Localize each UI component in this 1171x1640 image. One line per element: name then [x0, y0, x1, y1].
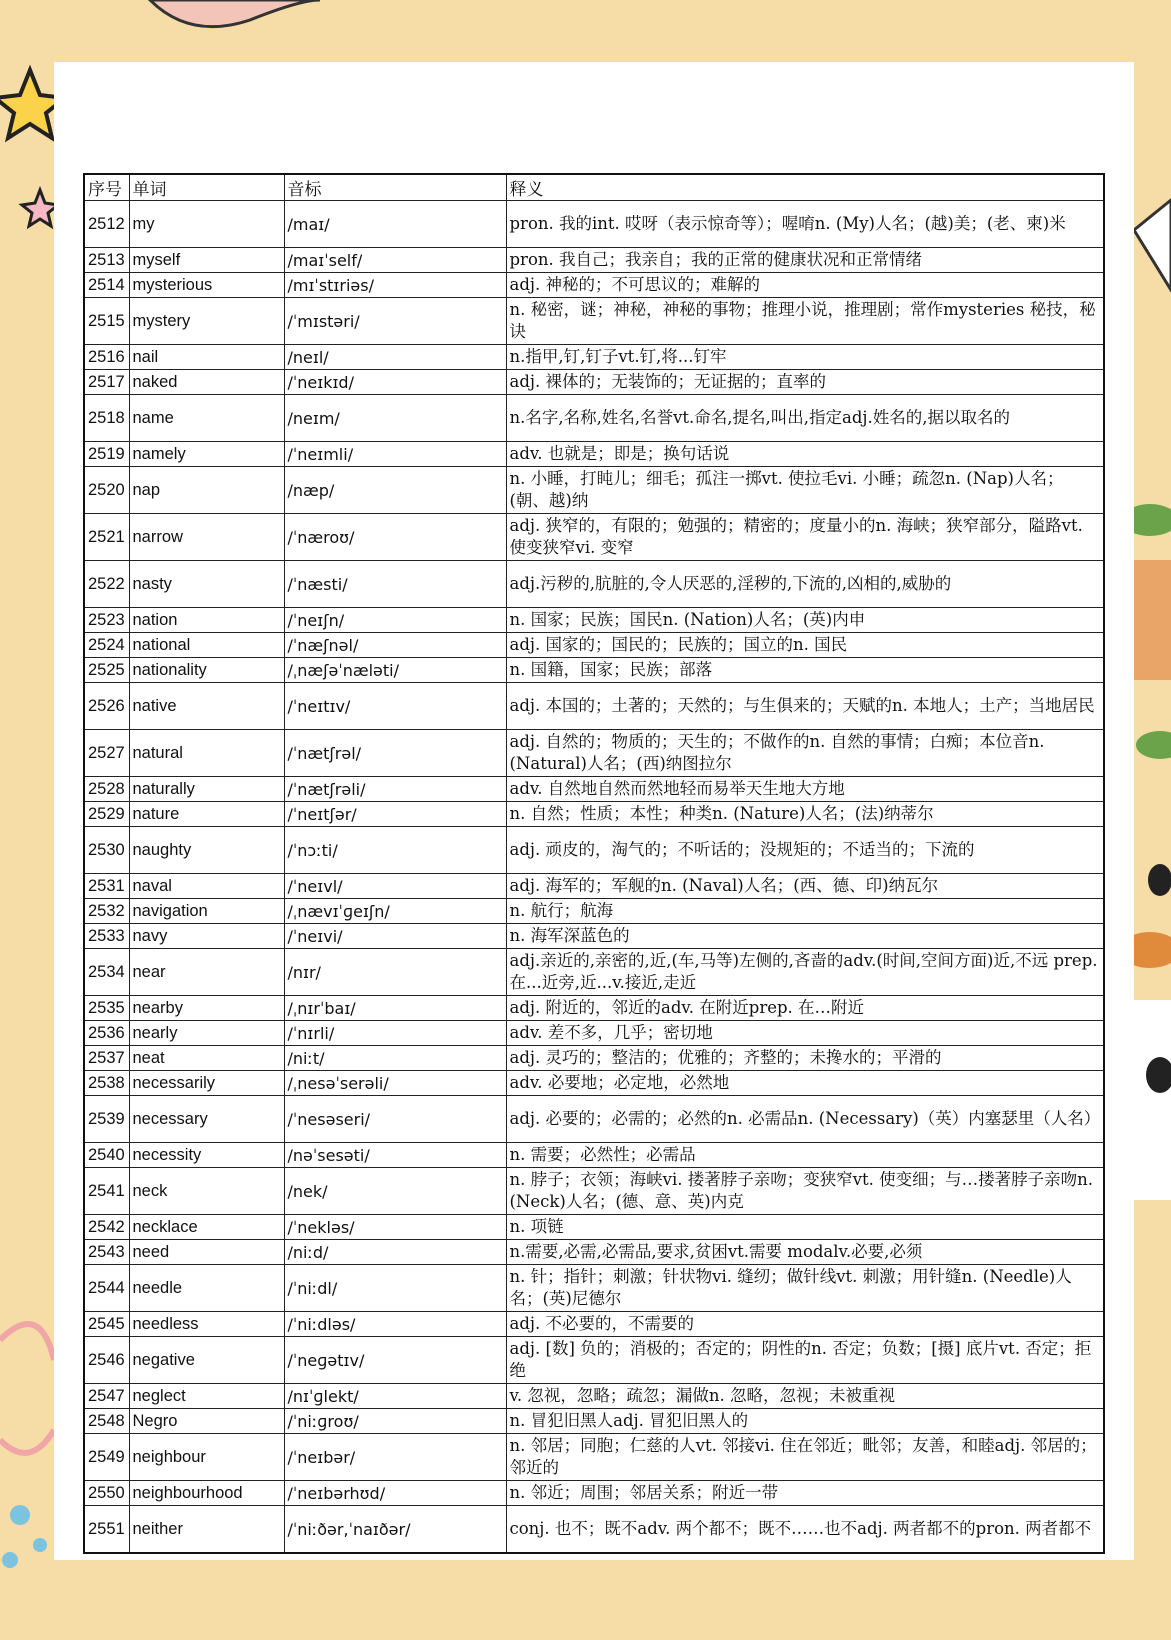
table-row — [84, 924, 1104, 949]
entry-word: nature — [129, 802, 284, 827]
entry-phonetic: /nɪr/ — [284, 949, 506, 996]
table-row — [84, 1240, 1104, 1265]
entry-number: 2516 — [84, 345, 129, 370]
entry-phonetic: /ˈnesəseri/ — [284, 1096, 506, 1143]
entry-definition: adj. 必要的；必需的；必然的n. 必需品n. (Necessary)（英）内塞瑟里（人名） — [506, 1096, 1104, 1143]
entry-word: neighbour — [129, 1434, 284, 1481]
entry-number: 2518 — [84, 395, 129, 442]
entry-definition: adj. 不必要的，不需要的 — [506, 1312, 1104, 1337]
table-row — [84, 201, 1104, 248]
entry-phonetic: /ˈneɪbərhʊd/ — [284, 1481, 506, 1506]
table-row — [84, 514, 1104, 561]
table-row — [84, 1409, 1104, 1434]
entry-word: neat — [129, 1046, 284, 1071]
table-row — [84, 561, 1104, 608]
entry-phonetic: /ˈneɪvl/ — [284, 874, 506, 899]
entry-definition: n. 针；指针；刺激；针状物vi. 缝纫；做针线vt. 刺激；用针缝n. (Needle)人名；(英)尼德尔 — [506, 1265, 1104, 1312]
table-row — [84, 1312, 1104, 1337]
entry-number: 2538 — [84, 1071, 129, 1096]
entry-phonetic: /ˈniːɡroʊ/ — [284, 1409, 506, 1434]
table-row — [84, 1506, 1104, 1554]
entry-definition: adj. 国家的；国民的；民族的；国立的n. 国民 — [506, 633, 1104, 658]
entry-number: 2531 — [84, 874, 129, 899]
table-row — [84, 370, 1104, 395]
entry-phonetic: /neɪm/ — [284, 395, 506, 442]
entry-definition: n.名字,名称,姓名,名誉vt.命名,提名,叫出,指定adj.姓名的,据以取名的 — [506, 395, 1104, 442]
entry-definition: n. 脖子；衣领；海峡vi. 搂著脖子亲吻；变狭窄vt. 使变细；与…搂著脖子亲吻n. (Neck)人名；(德、意、英)内克 — [506, 1168, 1104, 1215]
table-row — [84, 1265, 1104, 1312]
table-header-row — [84, 174, 1104, 201]
entry-word: Negro — [129, 1409, 284, 1434]
entry-phonetic: /ˈniːdl/ — [284, 1265, 506, 1312]
entry-word: name — [129, 395, 284, 442]
header-word: 单词 — [129, 174, 284, 201]
entry-number: 2544 — [84, 1265, 129, 1312]
entry-definition: n. 邻近；周围；邻居关系；附近一带 — [506, 1481, 1104, 1506]
entry-word: necklace — [129, 1215, 284, 1240]
table-body — [84, 201, 1104, 1554]
entry-number: 2524 — [84, 633, 129, 658]
entry-definition: adj. 裸体的；无装饰的；无证据的；直率的 — [506, 370, 1104, 395]
table-row — [84, 683, 1104, 730]
entry-word: near — [129, 949, 284, 996]
entry-word: nation — [129, 608, 284, 633]
entry-word: necessarily — [129, 1071, 284, 1096]
entry-definition: n. 需要；必然性；必需品 — [506, 1143, 1104, 1168]
entry-word: natural — [129, 730, 284, 777]
entry-number: 2550 — [84, 1481, 129, 1506]
entry-phonetic: /maɪˈself/ — [284, 248, 506, 273]
entry-word: mystery — [129, 298, 284, 345]
cat-face-icon — [1134, 864, 1171, 1200]
entry-definition: n.指甲,钉,钉子vt.钉,将...钉牢 — [506, 345, 1104, 370]
entry-number: 2522 — [84, 561, 129, 608]
entry-definition: n. 邻居；同胞；仁慈的人vt. 邻接vi. 住在邻近；毗邻；友善，和睦adj. 邻居的；邻近的 — [506, 1434, 1104, 1481]
table-row — [84, 1143, 1104, 1168]
paw-print-icon — [2, 1505, 47, 1568]
entry-definition: n. 自然；性质；本性；种类n. (Nature)人名；(法)纳蒂尔 — [506, 802, 1104, 827]
entry-phonetic: /ˈniːðər,ˈnaɪðər/ — [284, 1506, 506, 1554]
entry-number: 2533 — [84, 924, 129, 949]
entry-definition: adv. 差不多，几乎；密切地 — [506, 1021, 1104, 1046]
entry-definition: adj. 附近的，邻近的adv. 在附近prep. 在…附近 — [506, 996, 1104, 1021]
pink-swirl-icon — [0, 1324, 54, 1453]
entry-word: naval — [129, 874, 284, 899]
entry-phonetic: /ˈniːdləs/ — [284, 1312, 506, 1337]
entry-number: 2530 — [84, 827, 129, 874]
cartoon-shell-icon — [150, 0, 320, 27]
entry-word: naughty — [129, 827, 284, 874]
entry-word: nearly — [129, 1021, 284, 1046]
table-row — [84, 633, 1104, 658]
entry-definition: n. 海军深蓝色的 — [506, 924, 1104, 949]
entry-definition: n. 国籍，国家；民族；部落 — [506, 658, 1104, 683]
entry-definition: adv. 也就是；即是；换句话说 — [506, 442, 1104, 467]
entry-definition: adj. 顽皮的，淘气的；不听话的；没规矩的；不适当的；下流的 — [506, 827, 1104, 874]
entry-phonetic: /ˌnɪrˈbaɪ/ — [284, 996, 506, 1021]
entry-definition: n. 项链 — [506, 1215, 1104, 1240]
entry-word: nearby — [129, 996, 284, 1021]
table-row — [84, 273, 1104, 298]
table-row — [84, 1337, 1104, 1384]
table-row — [84, 996, 1104, 1021]
entry-word: neglect — [129, 1384, 284, 1409]
entry-phonetic: /ˈneɪkɪd/ — [284, 370, 506, 395]
entry-phonetic: /nek/ — [284, 1168, 506, 1215]
table-row — [84, 1434, 1104, 1481]
entry-phonetic: /ˈneɪbər/ — [284, 1434, 506, 1481]
entry-phonetic: /ˈnætʃrəl/ — [284, 730, 506, 777]
entry-word: native — [129, 683, 284, 730]
entry-number: 2512 — [84, 201, 129, 248]
entry-number: 2545 — [84, 1312, 129, 1337]
entry-definition: adj. 灵巧的；整洁的；优雅的；齐整的；未搀水的；平滑的 — [506, 1046, 1104, 1071]
entry-number: 2542 — [84, 1215, 129, 1240]
entry-word: navigation — [129, 899, 284, 924]
entry-definition: adj. [数] 负的；消极的；否定的；阴性的n. 否定；负数；[摄] 底片vt. 否定；拒绝 — [506, 1337, 1104, 1384]
entry-definition: pron. 我自己；我亲自；我的正常的健康状况和正常情绪 — [506, 248, 1104, 273]
entry-phonetic: /ˈnæʃnəl/ — [284, 633, 506, 658]
entry-word: naturally — [129, 777, 284, 802]
table-row — [84, 1046, 1104, 1071]
entry-phonetic: /ˈnætʃrəli/ — [284, 777, 506, 802]
entry-number: 2535 — [84, 996, 129, 1021]
table-row — [84, 248, 1104, 273]
entry-word: nail — [129, 345, 284, 370]
entry-number: 2547 — [84, 1384, 129, 1409]
entry-number: 2514 — [84, 273, 129, 298]
entry-phonetic: /mɪˈstɪriəs/ — [284, 273, 506, 298]
entry-number: 2523 — [84, 608, 129, 633]
entry-number: 2549 — [84, 1434, 129, 1481]
entry-phonetic: /næp/ — [284, 467, 506, 514]
entry-number: 2521 — [84, 514, 129, 561]
entry-number: 2537 — [84, 1046, 129, 1071]
entry-number: 2551 — [84, 1506, 129, 1554]
entry-word: namely — [129, 442, 284, 467]
entry-number: 2548 — [84, 1409, 129, 1434]
entry-phonetic: /maɪ/ — [284, 201, 506, 248]
entry-definition: pron. 我的int. 哎呀（表示惊奇等）；喔唷n. (My)人名；(越)美；(老、柬)米 — [506, 201, 1104, 248]
entry-phonetic: /ˈneɪmli/ — [284, 442, 506, 467]
entry-number: 2546 — [84, 1337, 129, 1384]
entry-number: 2520 — [84, 467, 129, 514]
entry-word: necessity — [129, 1143, 284, 1168]
table-row — [84, 658, 1104, 683]
entry-definition: adj. 自然的；物质的；天生的；不做作的n. 自然的事情；白痴；本位音n. (Natural)人名；(西)纳图拉尔 — [506, 730, 1104, 777]
entry-definition: n. 冒犯旧黑人adj. 冒犯旧黑人的 — [506, 1409, 1104, 1434]
entry-number: 2517 — [84, 370, 129, 395]
entry-phonetic: /ˈnɪrli/ — [284, 1021, 506, 1046]
entry-word: necessary — [129, 1096, 284, 1143]
table-row — [84, 1071, 1104, 1096]
entry-definition: adj. 狭窄的，有限的；勉强的；精密的；度量小的n. 海峡；狭窄部分，隘路vt. 使变狭窄vi. 变窄 — [506, 514, 1104, 561]
entry-phonetic: /ˌnesəˈserəli/ — [284, 1071, 506, 1096]
entry-number: 2532 — [84, 899, 129, 924]
entry-definition: adj.亲近的,亲密的,近,(车,马等)左侧的,吝啬的adv.(时间,空间方面)近,不远 prep.在...近旁,近...v.接近,走近 — [506, 949, 1104, 996]
header-definition: 释义 — [506, 174, 1104, 201]
entry-definition: n. 小睡，打盹儿；细毛；孤注一掷vt. 使拉毛vi. 小睡；疏忽n. (Nap)人名；(朝、越)纳 — [506, 467, 1104, 514]
table-row — [84, 395, 1104, 442]
table-row — [84, 1384, 1104, 1409]
entry-word: neither — [129, 1506, 284, 1554]
table-row — [84, 730, 1104, 777]
entry-word: navy — [129, 924, 284, 949]
entry-word: nasty — [129, 561, 284, 608]
table-row — [84, 1481, 1104, 1506]
table-row — [84, 802, 1104, 827]
entry-number: 2536 — [84, 1021, 129, 1046]
entry-word: nationality — [129, 658, 284, 683]
entry-number: 2526 — [84, 683, 129, 730]
entry-word: myself — [129, 248, 284, 273]
entry-word: neck — [129, 1168, 284, 1215]
entry-number: 2519 — [84, 442, 129, 467]
entry-definition: adj. 海军的；军舰的n. (Naval)人名；(西、德、印)纳瓦尔 — [506, 874, 1104, 899]
entry-definition: n. 航行；航海 — [506, 899, 1104, 924]
entry-number: 2525 — [84, 658, 129, 683]
table-row — [84, 608, 1104, 633]
entry-phonetic: /ˌnæʃəˈnæləti/ — [284, 658, 506, 683]
entry-phonetic: /ˈnæroʊ/ — [284, 514, 506, 561]
entry-word: naked — [129, 370, 284, 395]
entry-phonetic: /ˈneɪtʃər/ — [284, 802, 506, 827]
entry-definition: adj.污秽的,肮脏的,令人厌恶的,淫秽的,下流的,凶相的,威胁的 — [506, 561, 1104, 608]
entry-word: narrow — [129, 514, 284, 561]
entry-number: 2513 — [84, 248, 129, 273]
table-row — [84, 874, 1104, 899]
entry-word: need — [129, 1240, 284, 1265]
entry-word: needless — [129, 1312, 284, 1337]
table-row — [84, 345, 1104, 370]
entry-definition: adj. 神秘的；不可思议的；难解的 — [506, 273, 1104, 298]
header-number: 序号 — [84, 174, 129, 201]
entry-definition: v. 忽视，忽略；疏忽；漏做n. 忽略，忽视；未被重视 — [506, 1384, 1104, 1409]
entry-number: 2540 — [84, 1143, 129, 1168]
entry-phonetic: /ˈneɡətɪv/ — [284, 1337, 506, 1384]
table-row — [84, 899, 1104, 924]
table-row — [84, 298, 1104, 345]
entry-phonetic: /ˈneɪʃn/ — [284, 608, 506, 633]
table-row — [84, 777, 1104, 802]
table-row — [84, 467, 1104, 514]
table-row — [84, 1096, 1104, 1143]
entry-definition: n.需要,必需,必需品,要求,贫困vt.需要 modalv.必要,必须 — [506, 1240, 1104, 1265]
entry-definition: adv. 自然地自然而然地轻而易举天生地大方地 — [506, 777, 1104, 802]
entry-number: 2527 — [84, 730, 129, 777]
entry-word: neighbourhood — [129, 1481, 284, 1506]
entry-definition: conj. 也不；既不adv. 两个都不；既不……也不adj. 两者都不的pron. 两者都不 — [506, 1506, 1104, 1554]
entry-definition: n. 秘密，谜；神秘，神秘的事物；推理小说，推理剧；常作mysteries 秘技，秘诀 — [506, 298, 1104, 345]
small-star-icon — [22, 190, 58, 226]
entry-phonetic: /ˈnæsti/ — [284, 561, 506, 608]
entry-word: national — [129, 633, 284, 658]
entry-definition: adj. 本国的；土著的；天然的；与生俱来的；天赋的n. 本地人；土产；当地居民 — [506, 683, 1104, 730]
table-row — [84, 1168, 1104, 1215]
table-row — [84, 442, 1104, 467]
table-row — [84, 949, 1104, 996]
entry-word: my — [129, 201, 284, 248]
entry-phonetic: /ˈmɪstəri/ — [284, 298, 506, 345]
cat-ear-icon — [1134, 200, 1171, 290]
entry-phonetic: /niːd/ — [284, 1240, 506, 1265]
entry-phonetic: /ˈnɔːti/ — [284, 827, 506, 874]
entry-phonetic: /nɪˈɡlekt/ — [284, 1384, 506, 1409]
entry-number: 2543 — [84, 1240, 129, 1265]
entry-number: 2529 — [84, 802, 129, 827]
entry-word: negative — [129, 1337, 284, 1384]
entry-word: mysterious — [129, 273, 284, 298]
entry-word: needle — [129, 1265, 284, 1312]
entry-definition: n. 国家；民族；国民n. (Nation)人名；(英)内申 — [506, 608, 1104, 633]
vocabulary-table — [83, 173, 1105, 1554]
entry-phonetic: /ˈneɪtɪv/ — [284, 683, 506, 730]
entry-phonetic: /niːt/ — [284, 1046, 506, 1071]
entry-definition: adv. 必要地；必定地，必然地 — [506, 1071, 1104, 1096]
entry-number: 2534 — [84, 949, 129, 996]
entry-phonetic: /ˈnekləs/ — [284, 1215, 506, 1240]
header-phonetic: 音标 — [284, 174, 506, 201]
entry-number: 2515 — [84, 298, 129, 345]
entry-phonetic: /nəˈsesəti/ — [284, 1143, 506, 1168]
entry-phonetic: /ˌnævɪˈɡeɪʃn/ — [284, 899, 506, 924]
entry-number: 2539 — [84, 1096, 129, 1143]
entry-word: nap — [129, 467, 284, 514]
table-row — [84, 827, 1104, 874]
table-row — [84, 1021, 1104, 1046]
entry-number: 2528 — [84, 777, 129, 802]
entry-phonetic: /ˈneɪvi/ — [284, 924, 506, 949]
table-row — [84, 1215, 1104, 1240]
entry-phonetic: /neɪl/ — [284, 345, 506, 370]
entry-number: 2541 — [84, 1168, 129, 1215]
